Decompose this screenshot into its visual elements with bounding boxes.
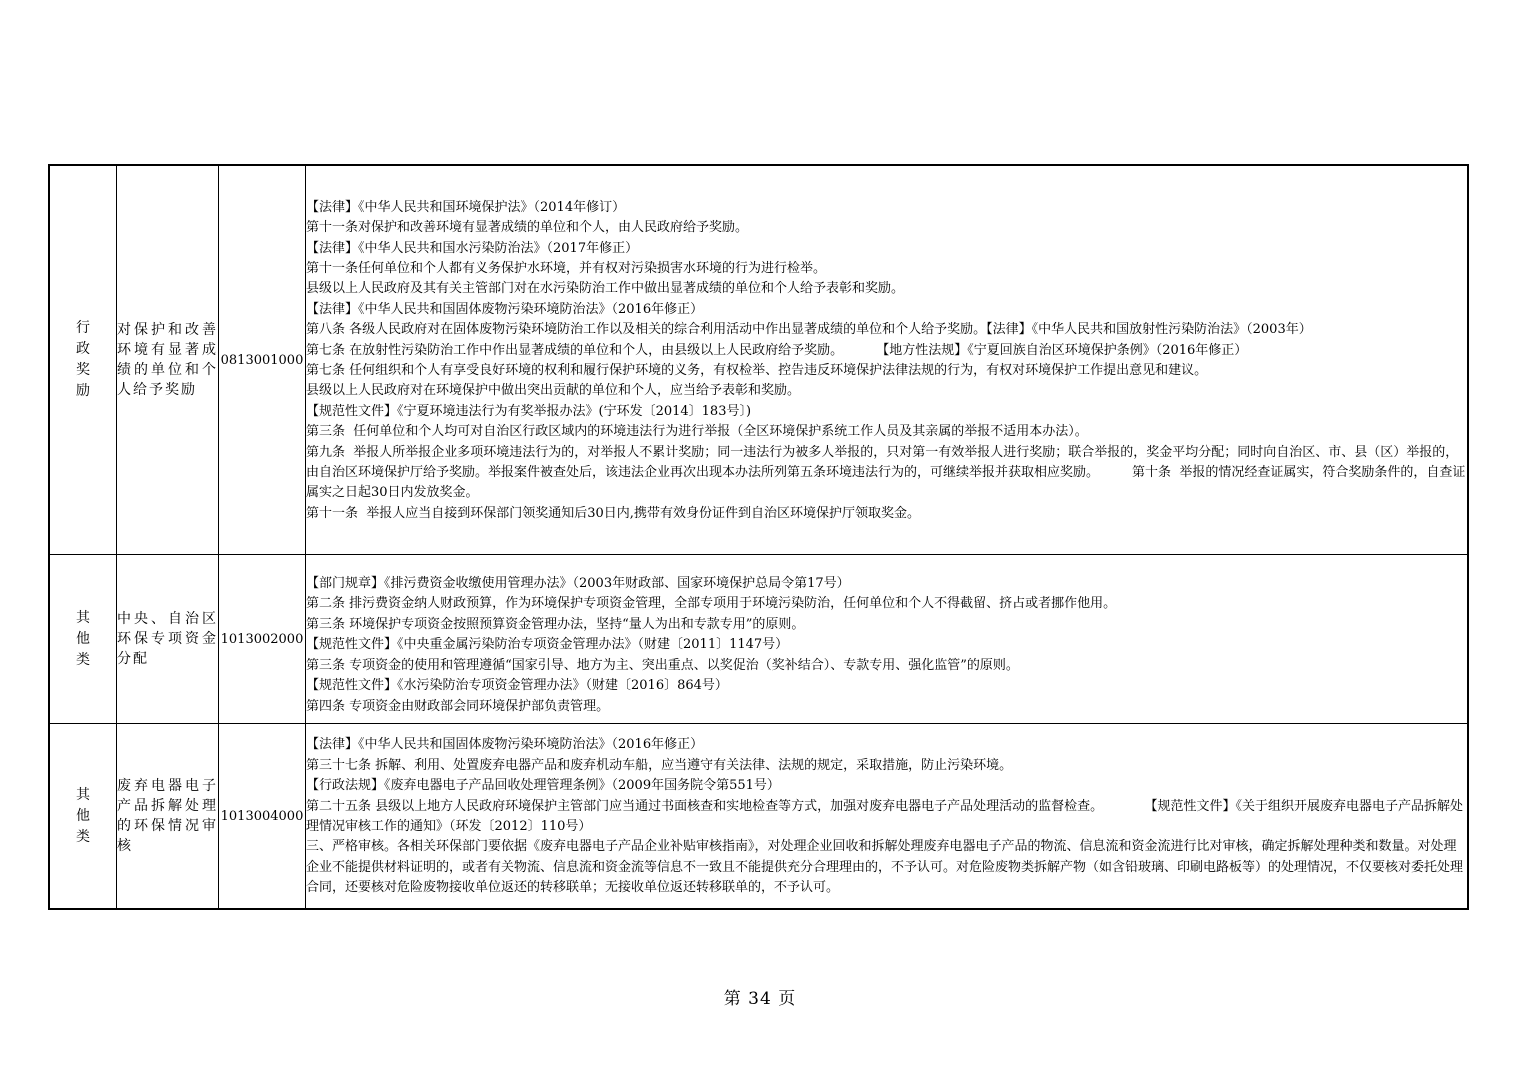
basis-line: 第十一条 举报人应当自接到环保部门领奖通知后30日内,携带有效身份证件到自治区环境保护厅领取奖金。 bbox=[306, 505, 920, 521]
basis-line: 【行政法规】《废弃电器电子产品回收处理管理条例》（2009年国务院令第551号） bbox=[306, 778, 780, 794]
category-cell bbox=[49, 555, 117, 724]
basis-line: 【规范性文件】《宁夏环境违法行为有奖举报办法》(宁环发〔2014〕183号〕) bbox=[306, 403, 752, 419]
power-list-table bbox=[48, 164, 1469, 910]
basis-line: 第二条 排污费资金纳人财政预算，作为环境保护专项资金管理，全部专项用于环境污染防治，任何单位和个人不得截留、挤占或者挪作他用。 bbox=[306, 596, 1117, 612]
basis-line: 第二十五条 县级以上地方人民政府环境保护主管部门应当通过书面核查和实地检查等方式，加强对废弃电器电子产品处理活动的监督检查。 【规范性文件】《关于组织开展废弃电器电子产品拆解处理情况审核工作的通知》（环发〔2012〕110号） bbox=[306, 798, 1463, 834]
basis-line: 第四条 专项资金由财政部会同环境保护部负责管理。 bbox=[306, 698, 610, 714]
item-name-cell: 中央、自治区环保专项资金分配 bbox=[117, 555, 219, 724]
table-row bbox=[49, 555, 1468, 724]
legal-basis-cell bbox=[306, 165, 1469, 555]
legal-basis-cell bbox=[306, 555, 1469, 724]
basis-line: 第十一条任何单位和个人都有义务保护水环境，并有权对污染损害水环境的行为进行检举。 bbox=[306, 260, 827, 276]
category-cell bbox=[49, 724, 117, 910]
basis-line: 【法律】《中华人民共和国固体废物污染环境防治法》（2016年修正） bbox=[306, 737, 704, 753]
basis-line: 县级以上人民政府及其有关主管部门对在水污染防治工作中做出显著成绩的单位和个人给予表彰和奖励。 bbox=[306, 281, 905, 297]
basis-line: 第九条 举报人所举报企业多项环境违法行为的，对举报人不累计奖励；同一违法行为被多人举报的，只对第一有效举报人进行奖励；联合举报的，奖金平均分配；同时向自治区、市、县（区）举报的，由自治区环境保护厅给予奖励。举报案件被查处后，该违法企业再次出现本办法所列第五条环境违法行为的，可继续举报并获取相应奖励。 第十条 举报的情况经查证属实，符合奖励条件的，自查证属实之日起30日内发放奖金。 bbox=[306, 444, 1466, 501]
item-name-cell: 对保护和改善环境有显著成绩的单位和个人给予奖励 bbox=[117, 165, 219, 555]
item-code-cell: 0813001000 bbox=[219, 165, 306, 555]
basis-line: 第七条 在放射性污染防治工作中作出显著成绩的单位和个人，由县级以上人民政府给予奖励。 【地方性法规】《宁夏回族自治区环境保护条例》（2016年修正） bbox=[306, 342, 1248, 358]
basis-line: 第三条 任何单位和个人均可对自治区行政区域内的环境违法行为进行举报（全区环境保护系统工作人员及其亲属的举报不适用本办法）。 bbox=[306, 424, 1088, 440]
basis-line: 县级以上人民政府对在环境保护中做出突出贡献的单位和个人，应当给予表彰和奖励。 bbox=[306, 383, 801, 399]
basis-line: 【规范性文件】《中央重金属污染防治专项资金管理办法》（财建〔2011〕1147号） bbox=[306, 637, 789, 653]
basis-line: 【法律】《中华人民共和国环境保护法》（2014年修订） bbox=[306, 199, 626, 215]
basis-line: 第十一条对保护和改善环境有显著成绩的单位和个人，由人民政府给予奖励。 bbox=[306, 220, 749, 236]
item-code-cell: 1013002000 bbox=[219, 555, 306, 724]
basis-line: 【法律】《中华人民共和国固体废物污染环境防治法》（2016年修正） bbox=[306, 301, 704, 317]
page-number: 第 34 页 bbox=[723, 989, 797, 1009]
basis-line: 三、严格审核。各相关环保部门要依据《废弃电器电子产品企业补贴审核指南》，对处理企业回收和拆解处理废弃电器电子产品的物流、信息流和资金流进行比对审核，确定拆解处理种类和数量。对处理企业不能提供材料证明的，或者有关物流、信息流和资金流等信息不一致且不能提供充分合理理由的，不予认可。对危险废物类拆解产物（如含铅玻璃、印刷电路板等）的处理情况，不仅要核对委托处理合同，还要核对危险废物接收单位返还的转移联单；无接收单位返还转移联单的，不予认可。 bbox=[306, 839, 1464, 896]
category-text: 其他类 bbox=[76, 786, 90, 845]
category-text: 行政奖励 bbox=[76, 320, 90, 399]
item-name-cell: 废弃电器电子产品拆解处理的环保情况审核 bbox=[117, 724, 219, 910]
basis-line: 第三十七条 拆解、利用、处置废弃电器产品和废弃机动车船，应当遵守有关法律、法规的规定，采取措施，防止污染环境。 bbox=[306, 757, 1013, 773]
category-cell bbox=[49, 165, 117, 555]
basis-line: 第三条 环境保护专项资金按照预算资金管理办法，坚持“量人为出和专款专用”的原则。 bbox=[306, 616, 805, 632]
item-code-cell: 1013004000 bbox=[219, 724, 306, 910]
category-text: 其他类 bbox=[76, 609, 90, 668]
basis-line: 【部门规章】《排污费资金收缴使用管理办法》（2003年财政部、国家环境保护总局令第17号） bbox=[306, 576, 850, 592]
table-row bbox=[49, 165, 1468, 555]
basis-line: 第八条 各级人民政府对在固体废物污染环境防治工作以及相关的综合利用活动中作出显著成绩的单位和个人给予奖励。【法律】《中华人民共和国放射性污染防治法》（2003年） bbox=[306, 322, 1312, 338]
basis-line: 【法律】《中华人民共和国水污染防治法》（2017年修正） bbox=[306, 240, 639, 256]
table-row bbox=[49, 724, 1468, 910]
legal-basis-cell bbox=[306, 724, 1469, 910]
basis-line: 第三条 专项资金的使用和管理遵循“国家引导、地方为主、突出重点、以奖促治（奖补结合）、专款专用、强化监管”的原则。 bbox=[306, 657, 1019, 673]
basis-line: 【规范性文件】《水污染防治专项资金管理办法》（财建〔2016〕864号） bbox=[306, 678, 728, 694]
basis-line: 第七条 任何组织和个人有享受良好环境的权利和履行保护环境的义务，有权检举、控告违反环境保护法律法规的行为，有权对环境保护工作提出意见和建议。 bbox=[306, 363, 1208, 378]
